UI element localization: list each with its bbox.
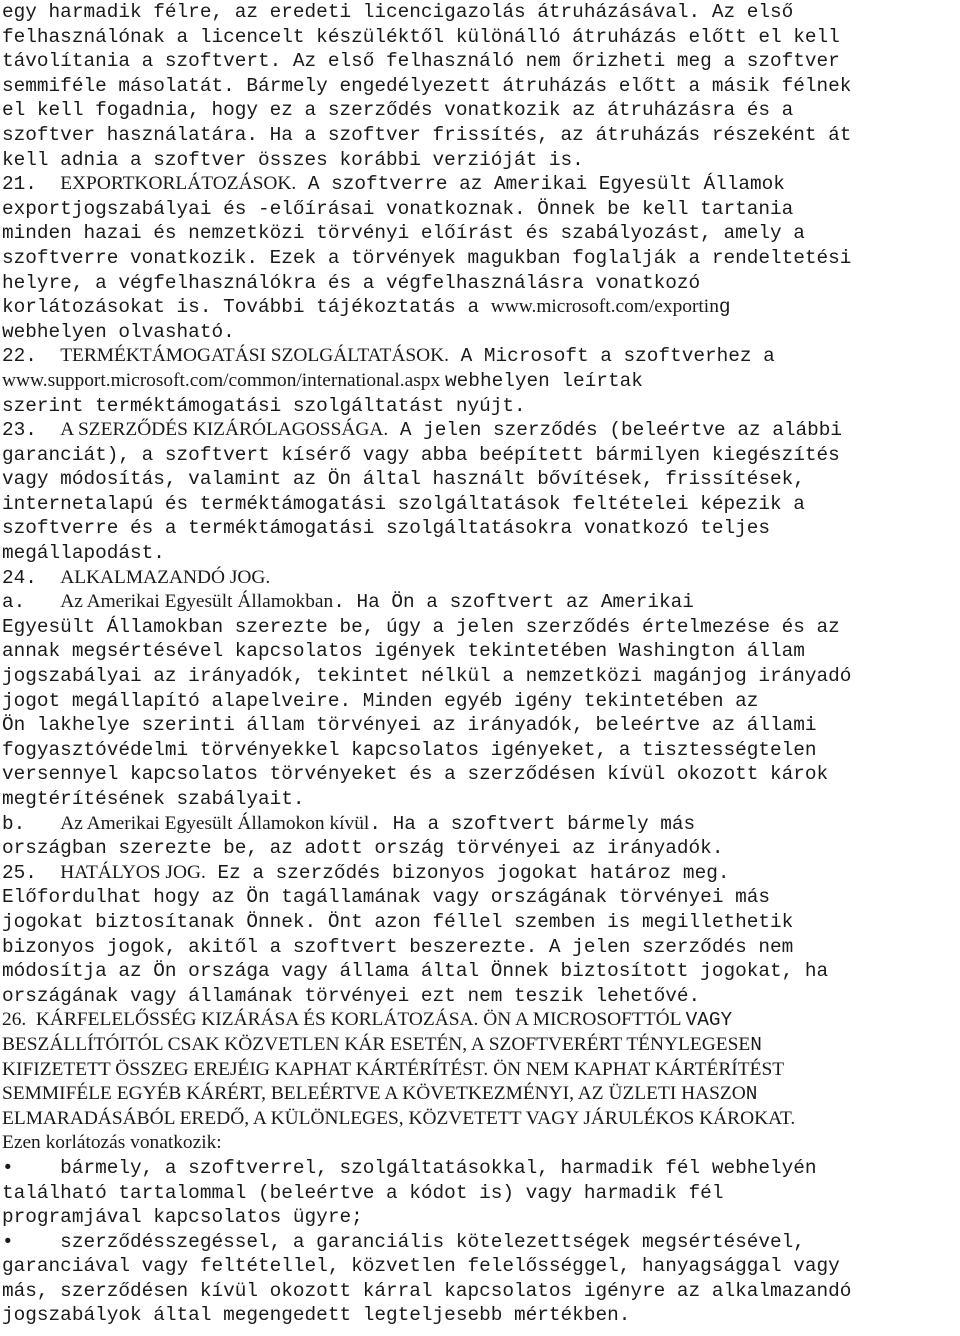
text-segment: a. <box>2 591 61 614</box>
text-segment: . Ha Ön a szoftvert az Amerikai <box>333 591 694 614</box>
serif-text-segment: 26. KÁRFELELŐSSÉG KIZÁRÁSA ÉS KORLÁTOZÁSA. ÖN A MICROSOFTTÓL <box>2 1009 686 1031</box>
text-line <box>2 295 958 320</box>
text-line <box>2 1107 958 1132</box>
text-line: található tartalommal (beleértve a kódot is) vagy harmadik fél <box>2 1181 724 1204</box>
text-line: egy harmadik félre, az eredeti licencigazolás átruházásával. Az első <box>2 1 794 23</box>
text-line: annak megsértésével kapcsolatos igények tekintetében Washington állam <box>2 640 805 663</box>
text-line: jogszabályok által megengedett legteljesebb mértékben. <box>2 1304 631 1327</box>
text-line: megtérítésének szabályait. <box>2 788 305 810</box>
text-line: garanciával vagy feltétellel, közvetlen felelősséggel, hanyagsággal vagy <box>2 1255 840 1278</box>
text-line: versennyel kapcsolatos törvényeket és a szerződésen kívül okozott károk <box>2 763 829 786</box>
serif-text-segment: ALKALMAZANDÓ JOG. <box>60 566 271 588</box>
text-line <box>2 1082 958 1107</box>
text-segment: korlátozásokat is. További tájékoztatás a <box>2 296 491 319</box>
text-line: szoftverre és a terméktámogatási szolgáltatásokra vonatkozó teljes <box>2 517 770 540</box>
text-line <box>2 566 958 591</box>
license-document-page <box>2 0 958 1328</box>
text-line <box>2 172 958 197</box>
text-segment: 21. <box>2 173 61 196</box>
text-line <box>2 1058 958 1083</box>
text-segment: g <box>718 296 731 319</box>
serif-text-segment: Az Amerikai Egyesült Államokban <box>60 591 334 613</box>
text-line <box>2 418 958 443</box>
text-line: országban szerezte be, az adott ország törvényei az irányadók. <box>2 837 724 860</box>
text-line: megállapodást. <box>2 542 165 565</box>
text-line: módosítja az Ön országa vagy állama által Önnek biztosított jogokat, ha <box>2 960 829 983</box>
text-line: vagy módosítás, valamint az Ön által használt bővítések, frissítések, <box>2 468 805 491</box>
text-line <box>2 590 958 615</box>
text-line: garanciát), a szoftvert kísérő vagy abba beépített bármilyen kiegészítés <box>2 443 840 466</box>
text-line: semmiféle másolatát. Bármely engedélyezett átruházás előtt a másik félnek <box>2 74 852 97</box>
text-line: helyre, a végfelhasználókra és a végfelhasználásra vonatkozó <box>2 271 701 294</box>
text-line <box>2 812 958 837</box>
text-line <box>2 1008 958 1033</box>
text-line: távolítania a szoftvert. Az első felhasználó nem őrizheti meg a szoftver <box>2 50 840 73</box>
text-line: minden hazai és nemzetközi törvényi előírást és szabályozást, amely a <box>2 222 805 245</box>
serif-text-segment: www.support.microsoft.com/common/international.aspx <box>2 369 446 391</box>
text-line <box>2 1033 958 1058</box>
text-line <box>2 369 958 394</box>
text-segment: A jelen szerződés (beleértve az alábbi <box>388 419 843 442</box>
text-segment: . Ha a szoftvert bármely más <box>369 812 696 835</box>
text-line: • bármely, a szoftverrel, szolgáltatásokkal, harmadik fél webhelyén <box>2 1156 817 1179</box>
text-segment: webhelyen leírtak <box>445 369 643 392</box>
text-line: más, szerződésen kívül okozott kárral kapcsolatos igényre az alkalmazandó <box>2 1279 852 1302</box>
text-segment: N <box>750 1033 762 1056</box>
text-segment: 25. <box>2 861 61 884</box>
text-segment: Ez a szerződés bizonyos jogokat határoz meg. <box>205 861 730 884</box>
serif-text-segment: HATÁLYOS JOG. <box>60 861 206 883</box>
serif-text-segment: EXPORTKORLÁTOZÁSOK. <box>60 173 297 195</box>
text-segment: N <box>745 1083 758 1106</box>
text-segment: 23. <box>2 419 61 442</box>
serif-text-segment: TERMÉKTÁMOGATÁSI SZOLGÁLTATÁSOK. <box>60 345 449 367</box>
text-line: szerint terméktámogatási szolgáltatást nyújt. <box>2 394 526 417</box>
text-line: országának vagy államának törvényei ezt nem teszik lehetővé. <box>2 984 701 1007</box>
text-segment: A szoftverre az Amerikai Egyesült Államok <box>296 173 785 196</box>
serif-text-segment: www.microsoft.com/exportin <box>490 296 719 318</box>
text-line: Egyesült Államokban szerezte be, úgy a jelen szerződés értelmezése és az <box>2 615 840 638</box>
text-line: kell adnia a szoftver összes korábbi verzióját is. <box>2 148 584 171</box>
text-line: • szerződésszegéssel, a garanciális kötelezettségek megsértésével, <box>2 1230 805 1253</box>
text-line: bizonyos jogok, akitől a szoftvert beszerezte. A jelen szerződés nem <box>2 935 794 958</box>
text-segment: b. <box>2 812 61 835</box>
text-line: programjával kapcsolatos ügyre; <box>2 1206 363 1229</box>
serif-text-segment: BESZÁLLÍTÓITÓL CSAK KÖZVETLEN KÁR ESETÉN, A SZOFTVERÉRT TÉNYLEGESE <box>2 1033 751 1055</box>
text-line: webhelyen olvasható. <box>2 320 235 343</box>
text-line: jogszabályai az irányadók, tekintet nélkül a nemzetközi magánjog irányadó <box>2 665 852 688</box>
text-line: szoftverre vonatkozik. Ezek a törvények magukban foglalják a rendeltetési <box>2 246 852 269</box>
serif-text-segment: Ezen korlátozás vonatkozik: <box>2 1132 222 1154</box>
text-line: Előfordulhat hogy az Ön tagállamának vagy országának törvényei más <box>2 886 770 909</box>
serif-text-segment: A SZERZŐDÉS KIZÁRÓLAGOSSÁGA. <box>60 419 389 441</box>
serif-text-segment: SEMMIFÉLE EGYÉB KÁRÉRT, BELEÉRTVE A KÖVETKEZMÉNYI, AZ ÜZLETI HASZO <box>2 1083 746 1105</box>
text-line: jogot megállapító alapelveire. Minden egyéb igény tekintetében az <box>2 689 759 712</box>
text-segment: A Microsoft a szoftverhez a <box>448 345 775 368</box>
text-segment: VAGY <box>685 1009 733 1032</box>
text-line: internetalapú és terméktámogatási szolgáltatások feltételei képezik a <box>2 492 805 515</box>
text-line <box>2 1131 958 1156</box>
serif-text-segment: KIFIZETETT ÖSSZEG EREJÉIG KAPHAT KÁRTÉRÍTÉST. ÖN NEM KAPHAT KÁRTÉRÍTÉST <box>2 1058 785 1080</box>
text-line: el kell fogadnia, hogy ez a szerződés vonatkozik az átruházásra és a <box>2 99 794 122</box>
text-line: fogyasztóvédelmi törvényekkel kapcsolatos igényeket, a tisztességtelen <box>2 738 817 761</box>
text-line <box>2 861 958 886</box>
text-segment: 24. <box>2 566 61 589</box>
text-line: felhasználónak a licencelt készüléktől különálló átruházás előtt el kell <box>2 25 840 48</box>
text-line: exportjogszabályai és -előírásai vonatkoznak. Önnek be kell tartania <box>2 197 794 220</box>
text-line: jogokat biztosítanak Önnek. Önt azon féllel szemben is megillethetik <box>2 910 794 933</box>
serif-text-segment: ELMARADÁSÁBÓL EREDŐ, A KÜLÖNLEGES, KÖZVETETT VAGY JÁRULÉKOS KÁROKAT. <box>2 1107 796 1129</box>
text-line: Ön lakhelye szerinti állam törvényei az irányadók, beleértve az állami <box>2 714 817 737</box>
serif-text-segment: Az Amerikai Egyesült Államokon kívül <box>60 812 370 834</box>
text-line <box>2 344 958 369</box>
text-line: szoftver használatára. Ha a szoftver frissítés, az átruházás részeként át <box>2 123 852 146</box>
text-segment: 22. <box>2 345 61 368</box>
